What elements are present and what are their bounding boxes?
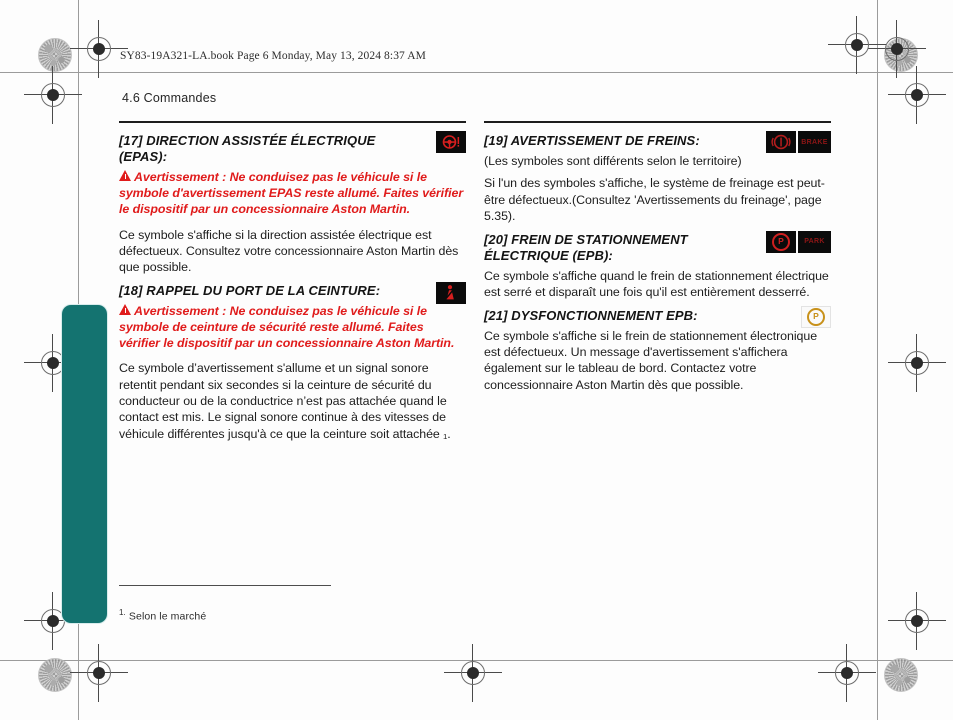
section-20-title: [20] FREIN DE STATIONNEMENT ÉLECTRIQUE (EPB):: [484, 231, 688, 263]
section-18-warning-text: Avertissement : Ne conduisez pas le véhicule si le symbole de ceinture de sécurité reste allumé. Faites vérifier le dispositif par un concessionnaire Aston Martin.: [119, 303, 455, 351]
symbol-row-17: [436, 131, 466, 153]
section-20: [484, 232, 831, 301]
section-18-body: Ce symbole d’avertissement s'allume et un signal sonore retentit pendant six secondes si la ceinture de sécurité du conducteur ou de la conductrice n’est pas attachée quand le contact est mis. Le signal sonore continue à des vitesses de véhicule différentes jusqu'à ce que la ceinture soit attachée ₁.: [119, 361, 451, 441]
warning-triangle-icon: [119, 304, 132, 316]
seatbelt-reminder-icon: [436, 282, 466, 304]
section-18-title: [18] RAPPEL DU PORT DE LA CEINTURE:: [119, 282, 381, 298]
section-17-warning: [119, 169, 466, 217]
section-19-body: Si l'un des symboles s'affiche, le système de freinage est peut-être défectueux.(Consultez 'Avertissements du freinage', page 5.35).: [484, 176, 825, 224]
registration-mark-top-center: [836, 24, 878, 66]
section-18-warning: [119, 303, 466, 351]
column-rule-right: [484, 121, 831, 123]
section-17-body: Ce symbole s'affiche si la direction assistée électrique est défectueux. Consultez votre concessionnaire Aston Martin dès que possible.: [119, 227, 459, 275]
trim-line-right: [877, 0, 878, 720]
footnote-text: Selon le marché: [128, 610, 207, 623]
chapter-thumb-tab: [62, 305, 107, 623]
epb-malfunction-amber-p-icon: [801, 306, 831, 328]
parking-brake-p-letter: P: [772, 233, 790, 251]
halftone-dot-bottom-left: [38, 658, 72, 692]
registration-mark-bottom-right: [826, 652, 868, 694]
section-19-title: [19] AVERTISSEMENT DE FREINS:: [484, 133, 700, 148]
halftone-dot-top-left: [38, 38, 72, 72]
registration-mark-right-lower: [896, 600, 938, 642]
right-column: [484, 121, 831, 449]
warning-triangle-icon: [119, 170, 132, 182]
registration-mark-right-middle: [896, 342, 938, 384]
column-rule-left: [119, 121, 466, 123]
section-18: [119, 283, 466, 442]
registration-mark-left-upper: [32, 74, 74, 116]
registration-mark-right-upper: [896, 74, 938, 116]
registration-mark-bottom-center: [452, 652, 494, 694]
trim-line-top: [0, 72, 953, 73]
section-21-body: Ce symbole s'affiche si le frein de stationnement électronique est défectueux. Un message d'avertissement s'affichera également sur le tableau de bord. Contactez votre concessionnaire Aston Martin dès que possible.: [484, 328, 818, 392]
brake-warning-icon: [766, 131, 796, 153]
registration-mark-bottom-left: [78, 652, 120, 694]
running-head: 4.6 Commandes: [122, 91, 217, 105]
section-17-warning-text: Avertissement : Ne conduisez pas le véhicule si le symbole d'avertissement EPAS reste allumé. Faites vérifier le dispositif par un concessionnaire Aston Martin.: [119, 170, 464, 217]
symbol-row-19: [766, 131, 831, 153]
footnote-separator: [119, 585, 331, 586]
symbol-row-20: [766, 231, 831, 253]
section-21: [484, 308, 831, 394]
symbol-row-18: [436, 282, 466, 304]
park-icon-label: PARK: [804, 238, 825, 246]
book-file-header: SY83-19A321-LA.book Page 6 Monday, May 13, 2024 8:37 AM: [120, 50, 426, 62]
left-column: [119, 121, 466, 623]
two-column-body: [119, 121, 831, 623]
section-19-note: (Les symboles sont différents selon le territoire): [484, 154, 742, 169]
epas-steering-wheel-warning-icon: [436, 131, 466, 153]
section-20-body: Ce symbole s'affiche quand le frein de stationnement électrique est serré et disparaît une fois qu'il est entièrement desserré.: [484, 268, 829, 300]
footnote: [119, 608, 206, 623]
park-text-icon: [798, 231, 831, 253]
halftone-dot-bottom-right: [884, 658, 918, 692]
registration-mark-top-left: [78, 28, 120, 70]
section-21-title: [21] DYSFONCTIONNEMENT EPB:: [484, 307, 698, 323]
registration-mark-top-right: [876, 28, 918, 70]
section-17: [119, 133, 466, 276]
footnote-marker: 1.: [119, 608, 126, 617]
section-17-title: [17] DIRECTION ASSISTÉE ÉLECTRIQUE (EPAS):: [119, 133, 376, 165]
brake-icon-label: BRAKE: [801, 138, 828, 146]
brake-text-icon: [798, 131, 831, 153]
epb-malfunction-p-letter: P: [807, 308, 825, 326]
symbol-row-21: [801, 306, 831, 328]
section-19: [484, 133, 831, 225]
parking-brake-p-icon: [766, 231, 796, 253]
